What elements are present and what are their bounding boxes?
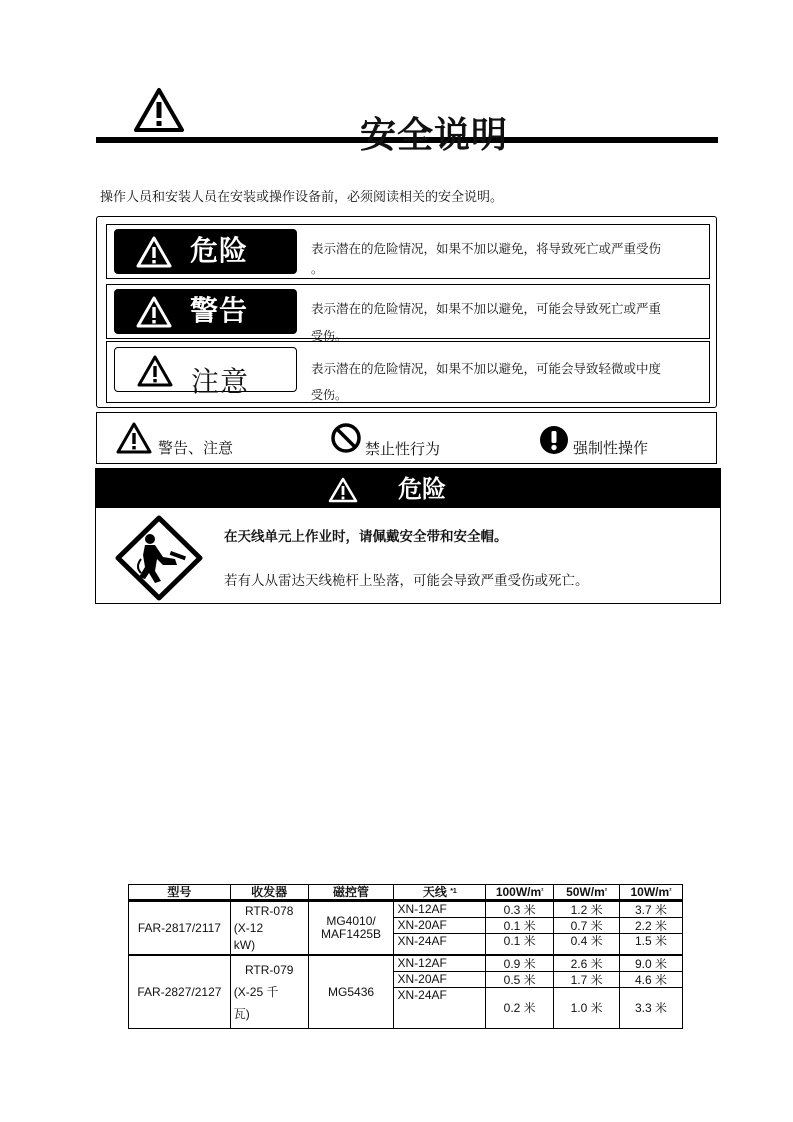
distance-10w-cell: 9.0 米 [620,955,683,972]
antenna-cell: XN-12AF [394,955,486,972]
transceiver-cell [230,955,308,1029]
fall-hazard-icon [115,515,203,601]
warning-description: 表示潜在的危险情况，如果不加以避免，可能会导致死亡或严重 [311,301,662,316]
distance-50w-cell: 0.7 米 [554,918,620,934]
header-50w-label: 50W/m [566,885,605,899]
caution-description-overflow: 受伤。 [311,388,348,402]
danger-label-text: 危险 [190,234,249,267]
header-antenna-footnote: *1 [450,888,457,895]
danger-consequence: 若有人从雷达天线桅杆上坠落，可能会导致严重受伤或死亡。 [224,573,589,589]
header-model: 型号 [129,885,231,901]
page-title: 安全说明 [360,115,509,156]
danger-panel-title: 危险 [398,475,446,503]
distance-100w-cell: 0.2 米 [486,988,554,1029]
magnetron-cell [308,955,394,1029]
header-50w-sq: ² [604,888,608,895]
warning-triangle-icon [116,422,152,454]
antenna-cell: XN-24AF [394,988,486,1029]
symbol-mandatory-label: 强制性操作 [573,439,649,457]
header-100w-label: 100W/m [495,885,542,899]
transceiver-line: (X-12 [233,920,264,935]
warning-triangle-icon [137,355,173,387]
magnetron-cell [308,901,394,956]
header-10w-label: 10W/m [630,885,670,899]
warning-triangle-icon [136,236,172,268]
caution-description: 表示潜在的危险情况，如果不加以避免，可能会导致轻微或中度 [311,361,662,376]
antenna-cell: XN-20AF [394,918,486,934]
model-cell: FAR-2817/2117 [129,901,231,956]
header-10w-sq: ² [669,888,672,895]
distance-50w-cell: 2.6 米 [554,955,620,972]
caution-label [114,347,297,398]
distance-50w-cell: 1.0 米 [554,988,620,1029]
distance-10w-cell: 3.7 米 [620,901,683,918]
distance-100w-cell: 0.3 米 [486,901,554,918]
header-magnetron: 磁控管 [308,885,394,901]
distance-100w-cell: 0.9 米 [486,955,554,972]
header-100w [486,885,554,901]
warning-label [114,289,297,334]
model-cell: FAR-2827/2127 [129,955,231,1029]
table-header-row [129,885,683,901]
distance-50w-cell: 1.7 米 [554,972,620,988]
danger-description: 表示潜在的危险情况，如果不加以避免，将导致死亡或严重受伤 [311,241,662,256]
header-100w-sq: ² [541,888,544,895]
header-antenna-label: 天线 [422,885,447,899]
antenna-cell: XN-12AF [394,901,486,918]
distance-50w-cell: 0.4 米 [554,934,620,956]
danger-description-overflow: 。 [311,262,324,276]
warning-description-overflow: 受伤。 [311,329,348,343]
header-50w [554,885,620,901]
caution-label-text: 注意 [191,365,250,398]
warning-label-text: 警告 [190,294,249,327]
symbol-prohibited-label: 禁止性行为 [365,440,441,458]
distance-10w-cell: 3.3 米 [620,988,683,1029]
intro-text: 操作人员和安装人员在安装或操作设备前，必须阅读相关的安全说明。 [100,190,504,205]
transceiver-line: RTR-079 [244,963,294,977]
distance-10w-cell: 4.6 米 [620,972,683,988]
distance-100w-cell: 0.1 米 [486,918,554,934]
mandatory-icon [539,425,569,455]
warning-triangle-icon [328,477,358,503]
danger-instruction: 在天线单元上作业时，请佩戴安全带和安全帽。 [224,529,508,545]
transceiver-line: RTR-078 [244,903,294,918]
distance-10w-cell: 2.2 米 [620,918,683,934]
transceiver-line: kW) [233,937,256,952]
antenna-cell: XN-24AF [394,934,486,956]
table-row [129,901,683,918]
magnetron-line: MG5436 [328,985,375,999]
table-row [129,955,683,972]
magnetron-line: MAF1425B [321,927,382,941]
distance-100w-cell: 0.1 米 [486,934,554,956]
transceiver-line: (X-25 千 [233,985,279,999]
header-transceiver: 收发器 [230,885,308,901]
magnetron-line: MG4010/ [326,914,376,928]
distance-10w-cell: 1.5 米 [620,934,683,956]
safe-distance-table [128,884,683,1029]
distance-50w-cell: 1.2 米 [554,901,620,918]
antenna-cell: XN-20AF [394,972,486,988]
warning-triangle-icon [133,87,185,133]
symbol-warning-label: 警告、注意 [158,439,234,457]
header-antenna [394,885,486,901]
transceiver-cell [230,901,308,956]
header-10w [620,885,683,901]
transceiver-line: 瓦) [233,1007,250,1021]
distance-100w-cell: 0.5 米 [486,972,554,988]
danger-label [114,229,297,274]
warning-triangle-icon [136,296,172,328]
prohibited-icon [330,422,362,454]
